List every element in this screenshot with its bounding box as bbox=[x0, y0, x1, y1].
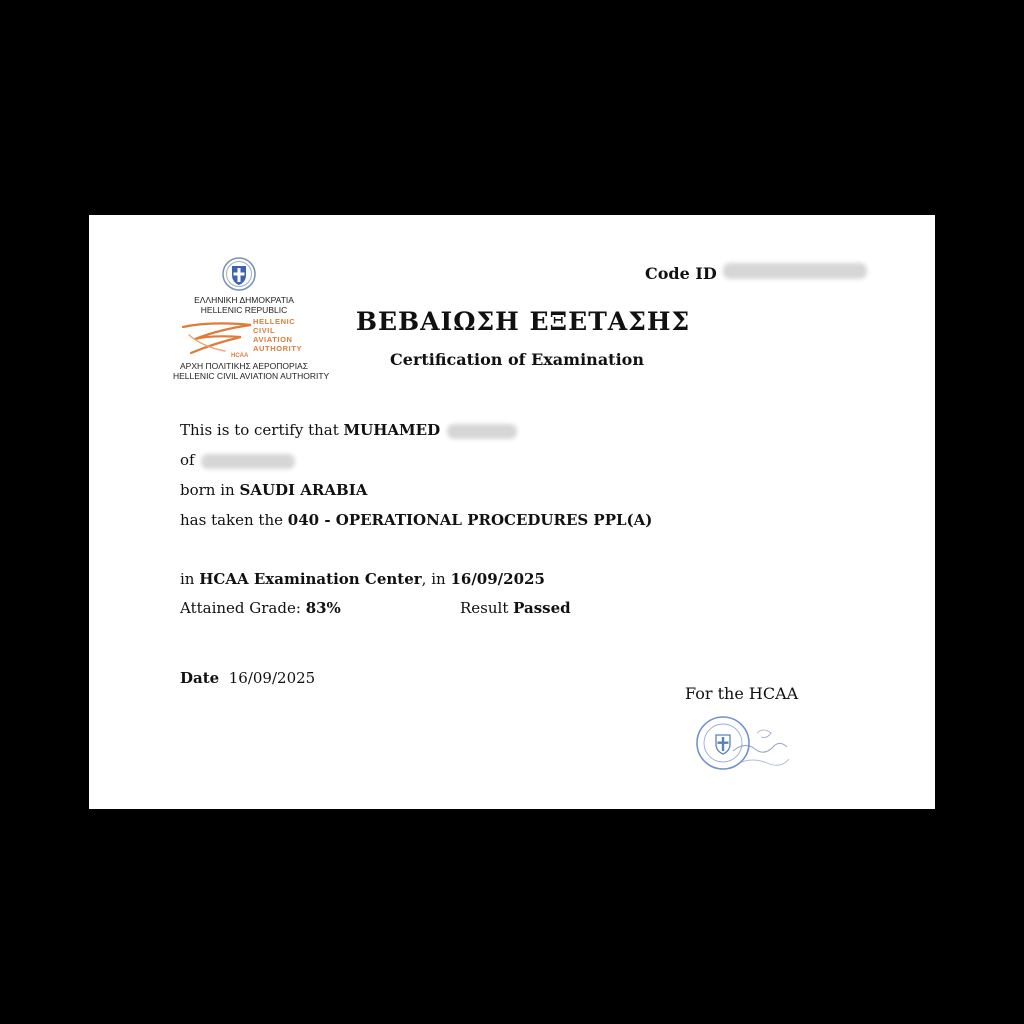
title-english: Certification of Examination bbox=[390, 350, 644, 369]
certify-line bbox=[180, 421, 517, 439]
hcaa-logo-block bbox=[173, 255, 330, 383]
grade-label: Attained Grade: bbox=[180, 599, 301, 617]
exam-date: 16/09/2025 bbox=[450, 570, 545, 588]
result-line bbox=[460, 599, 571, 617]
republic-english-label: HELLENIC REPUBLIC bbox=[200, 305, 288, 315]
official-seal-stamp-icon bbox=[693, 711, 803, 775]
authority-english-label: HELLENIC CIVIL AVIATION AUTHORITY bbox=[173, 371, 330, 381]
title-greek: ΒΕΒΑΙΩΣΗ ΕΞΕΤΑΣΗΣ bbox=[355, 307, 691, 336]
taken-prefix: has taken the bbox=[180, 511, 284, 529]
hcaa-word: HELLENIC bbox=[253, 317, 296, 326]
grade-value: 83% bbox=[305, 599, 341, 617]
exam-taken-line bbox=[180, 511, 652, 529]
born-prefix: born in bbox=[180, 481, 235, 499]
issue-date-line bbox=[180, 669, 315, 687]
of-line bbox=[180, 451, 295, 469]
certificate-document bbox=[89, 215, 935, 809]
born-country: SAUDI ARABIA bbox=[239, 481, 368, 499]
candidate-surname-redacted bbox=[447, 424, 517, 439]
hcaa-word: CIVIL bbox=[253, 326, 276, 335]
hcaa-wordmark bbox=[253, 317, 315, 353]
date-label: Date bbox=[180, 669, 220, 687]
hcaa-small-label: HCAA bbox=[231, 353, 249, 359]
center-name: HCAA Examination Center bbox=[199, 570, 422, 588]
of-redacted-value bbox=[201, 454, 295, 469]
code-id-redacted-value bbox=[723, 263, 867, 279]
born-line bbox=[180, 481, 367, 499]
center-separator: , in bbox=[421, 570, 446, 588]
result-value: Passed bbox=[513, 599, 571, 617]
republic-greek-label: ΕΛΛΗΝΙΚΗ ΔΗΜΟΚΡΑΤΙΑ bbox=[194, 295, 294, 305]
code-id-label: Code ID bbox=[645, 264, 717, 283]
exam-name: 040 - OPERATIONAL PROCEDURES PPL(A) bbox=[287, 511, 653, 529]
grade-line bbox=[180, 599, 341, 617]
authority-greek-label: ΑΡΧΗ ΠΟΛΙΤΙΚΗΣ ΑΕΡΟΠΟΡΙΑΣ bbox=[180, 361, 308, 371]
of-label: of bbox=[180, 451, 195, 469]
exam-center-line bbox=[180, 570, 545, 588]
certify-prefix: This is to certify that bbox=[180, 421, 339, 439]
candidate-name: MUHAMED bbox=[343, 421, 441, 439]
result-label: Result bbox=[460, 599, 509, 617]
hcaa-swoosh-logo-icon bbox=[181, 317, 253, 359]
hcaa-word: AVIATION bbox=[253, 335, 293, 344]
for-hcaa-label: For the HCAA bbox=[685, 684, 799, 703]
greek-coat-of-arms-icon bbox=[222, 257, 256, 291]
date-value: 16/09/2025 bbox=[228, 669, 316, 687]
hcaa-word: AUTHORITY bbox=[253, 344, 303, 353]
center-prefix: in bbox=[180, 570, 195, 588]
